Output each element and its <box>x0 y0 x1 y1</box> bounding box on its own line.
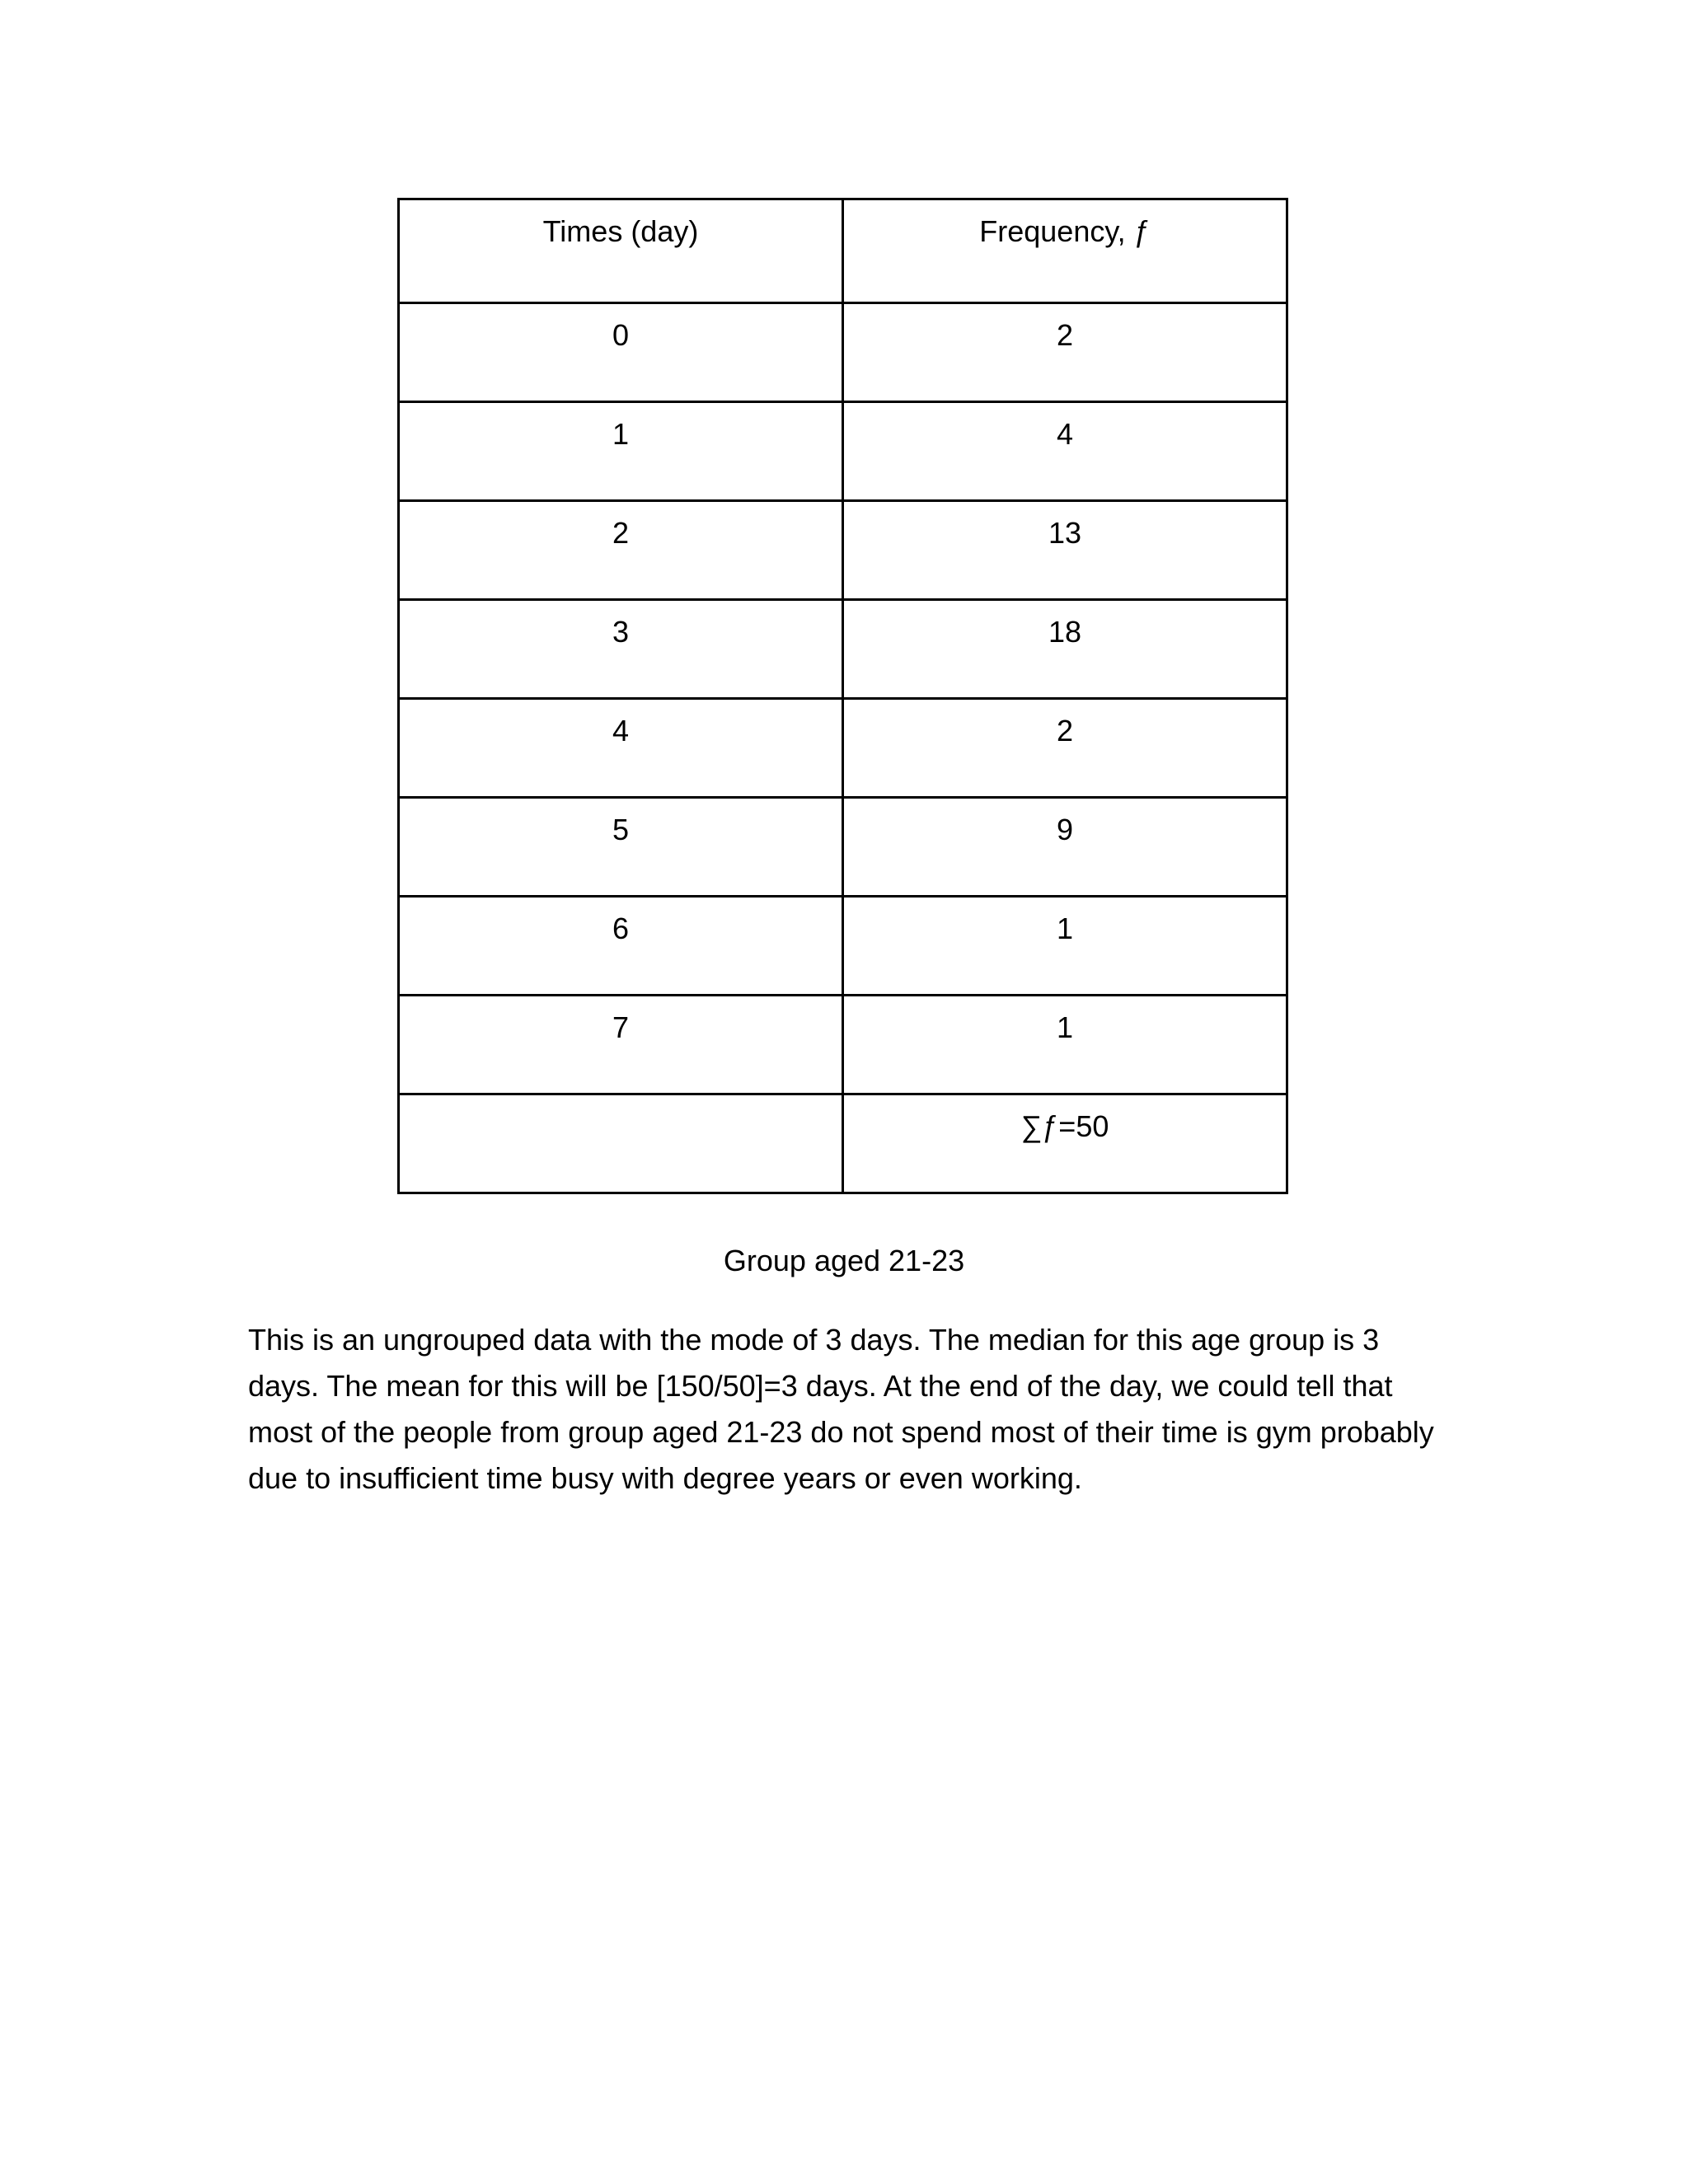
table-cell-total <box>843 1094 1287 1193</box>
body-paragraph: This is an ungrouped data with the mode of 3 days. The median for this age group is 3 days. The mean for this will be [150/50]=3 days. At the end of the day, we could tell that most of the people from group aged 21-23 do not spend most of their time is gym probably due to insufficient time busy with degree years or even working. <box>248 1323 1434 1495</box>
cell-value: 18 <box>1048 615 1082 649</box>
table-cell-frequency <box>843 897 1287 996</box>
table-row <box>399 699 1287 798</box>
table-cell-times <box>399 798 843 897</box>
table-cell-times <box>399 1094 843 1193</box>
table-cell-times <box>399 402 843 501</box>
cell-value: 4 <box>612 714 630 748</box>
cell-value: 6 <box>612 912 630 945</box>
table-row <box>399 303 1287 402</box>
table-cell-times <box>399 303 843 402</box>
cell-value: 1 <box>612 417 630 451</box>
table-row <box>399 897 1287 996</box>
cell-value <box>400 1095 842 1112</box>
table-cell-times <box>399 996 843 1094</box>
table-header-row <box>399 199 1287 303</box>
cell-value: 2 <box>1056 318 1074 352</box>
frequency-sum: ∑ƒ=50 <box>1020 1109 1109 1143</box>
table-row <box>399 996 1287 1094</box>
table-cell-frequency <box>843 303 1287 402</box>
header-cell-times <box>399 199 843 303</box>
cell-value: 2 <box>612 516 630 550</box>
header-times-label: Times (day) <box>542 214 699 248</box>
table-cell-frequency <box>843 699 1287 798</box>
table-caption: Group aged 21-23 <box>723 1244 965 1277</box>
cell-value: 5 <box>612 813 630 846</box>
table-cell-frequency <box>843 501 1287 600</box>
table-row <box>399 501 1287 600</box>
cell-value: 1 <box>1056 912 1074 945</box>
table-row <box>399 402 1287 501</box>
cell-value: 3 <box>612 615 630 649</box>
header-frequency-label: Frequency, ƒ <box>979 214 1151 248</box>
cell-value: 1 <box>1056 1010 1074 1044</box>
table-cell-times <box>399 897 843 996</box>
header-cell-frequency <box>843 199 1287 303</box>
cell-value: 13 <box>1048 516 1082 550</box>
cell-value: 0 <box>612 318 630 352</box>
table-cell-frequency <box>843 402 1287 501</box>
frequency-table <box>397 198 1288 1194</box>
table-row <box>399 798 1287 897</box>
table-cell-times <box>399 699 843 798</box>
cell-value: 4 <box>1056 417 1074 451</box>
table-cell-frequency <box>843 600 1287 699</box>
cell-value: 7 <box>612 1010 630 1044</box>
cell-value: 9 <box>1056 813 1074 846</box>
table-cell-times <box>399 501 843 600</box>
table-total-row <box>399 1094 1287 1193</box>
cell-value: 2 <box>1056 714 1074 748</box>
table-cell-frequency <box>843 798 1287 897</box>
table-row <box>399 600 1287 699</box>
table-cell-times <box>399 600 843 699</box>
table-cell-frequency <box>843 996 1287 1094</box>
